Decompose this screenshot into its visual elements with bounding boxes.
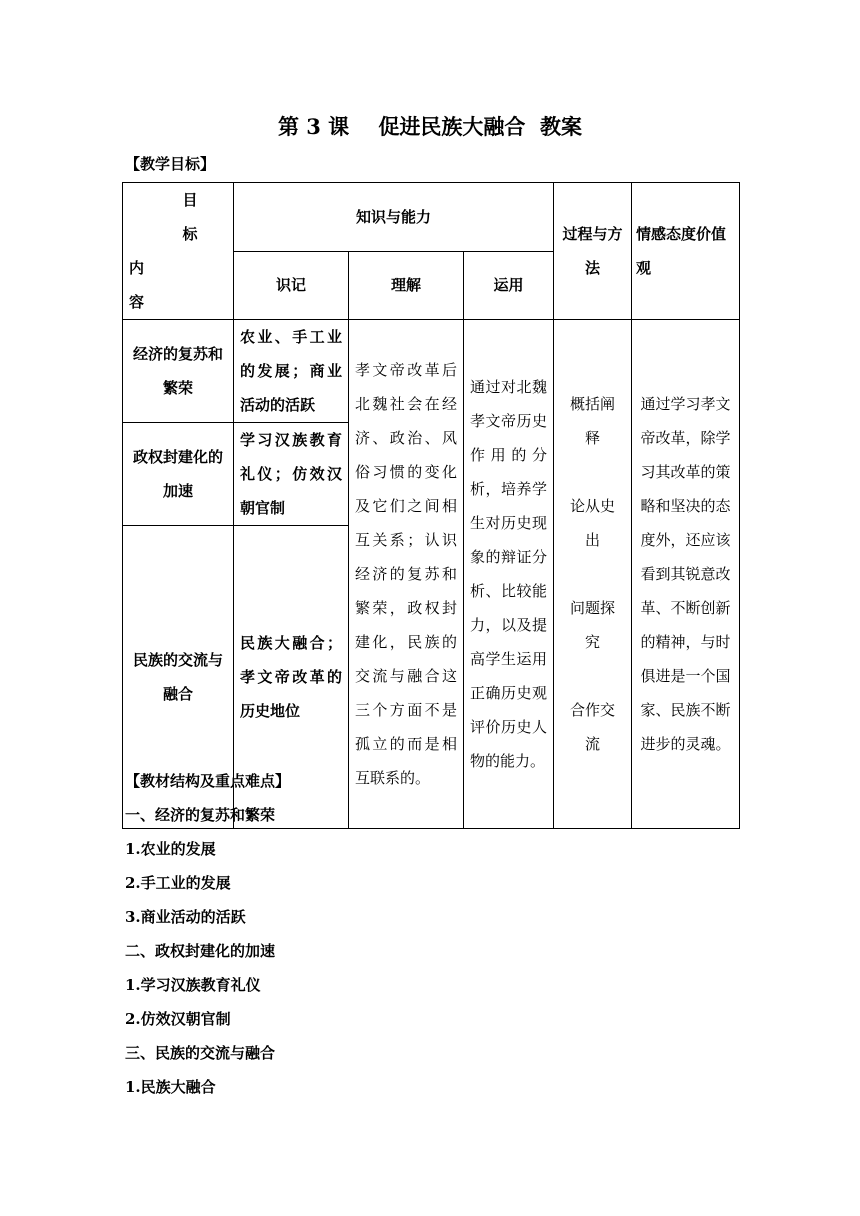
outline-item: 2.仿效汉朝官制 bbox=[125, 1010, 231, 1028]
outline-item: 1.农业的发展 bbox=[125, 840, 216, 858]
header-knowledge-ability: 知识与能力 bbox=[234, 183, 554, 252]
table-header-row-1 bbox=[123, 183, 740, 252]
outline-item: 一、经济的复苏和繁荣 bbox=[125, 806, 276, 824]
recall-economy: 农业、手工业的发展；商业活动的活跃 bbox=[234, 320, 349, 423]
header-emotion-text: 情感态度价值观 bbox=[636, 225, 727, 277]
table-row bbox=[123, 320, 740, 423]
recall-ethnic: 民族大融合；孝文帝改革的历史地位 bbox=[234, 526, 349, 829]
process-method-cell bbox=[554, 320, 632, 829]
teaching-goals-table bbox=[122, 182, 740, 829]
row-label-politics-text: 政权封建化的加速 bbox=[133, 448, 224, 500]
process-item: 问题探究 bbox=[570, 599, 616, 651]
understand-cell: 孝文帝改革后北魏社会在经济、政治、风俗习惯的变化及它们之间相互关系；认识经济的复苏和繁荣，政权封建化，民族的交流与融合这三个方面不是孤立的而是相互联系的。 bbox=[349, 320, 464, 829]
outline-item: 1.学习汉族教育礼仪 bbox=[125, 976, 261, 994]
emotion-cell: 通过学习孝文帝改革，除学习其改革的策略和坚决的态度外，还应该看到其锐意改革、不断创新的精神，与时俱进是一个国家、民族不断进步的灵魂。 bbox=[632, 320, 740, 829]
outline-item: 二、政权封建化的加速 bbox=[125, 942, 276, 960]
process-item: 概括阐释 bbox=[570, 395, 616, 447]
recall-politics: 学习汉族教育礼仪；仿效汉朝官制 bbox=[234, 423, 349, 526]
row-label-politics bbox=[123, 423, 234, 526]
apply-cell: 通过对北魏孝文帝历史作用的分析，培养学生对历史现象的辩证分析、比较能力，以及提高学生运用正确历史观评价历史人物的能力。 bbox=[464, 320, 554, 829]
outline-item: 2.手工业的发展 bbox=[125, 874, 231, 892]
outline-item: 3.商业活动的活跃 bbox=[125, 908, 246, 926]
header-target-content bbox=[123, 183, 234, 320]
page-title: 第 3 课 促进民族大融合 教案 bbox=[277, 114, 583, 139]
outline-item: 三、民族的交流与融合 bbox=[125, 1044, 276, 1062]
header-apply: 运用 bbox=[464, 251, 554, 320]
outline-item: 1.民族大融合 bbox=[125, 1078, 216, 1096]
section-heading-goals: 【教学目标】 bbox=[125, 155, 216, 173]
section-heading-structure: 【教材结构及重点难点】 bbox=[125, 772, 291, 790]
row-label-economy bbox=[123, 320, 234, 423]
header-process-method bbox=[554, 183, 632, 320]
process-item: 合作交流 bbox=[570, 701, 616, 753]
header-recall: 识记 bbox=[234, 251, 349, 320]
header-understand: 理解 bbox=[349, 251, 464, 320]
process-item: 论从史出 bbox=[570, 497, 616, 549]
header-target-line2: 内 容 bbox=[129, 259, 175, 311]
outline bbox=[125, 764, 290, 1104]
row-label-ethnic-text: 民族的交流与融合 bbox=[133, 651, 224, 703]
header-target-line1: 目 标 bbox=[182, 191, 214, 243]
row-label-economy-text: 经济的复苏和繁荣 bbox=[133, 345, 224, 397]
header-process-method-text: 过程与方法 bbox=[562, 225, 623, 277]
header-emotion bbox=[632, 183, 740, 320]
